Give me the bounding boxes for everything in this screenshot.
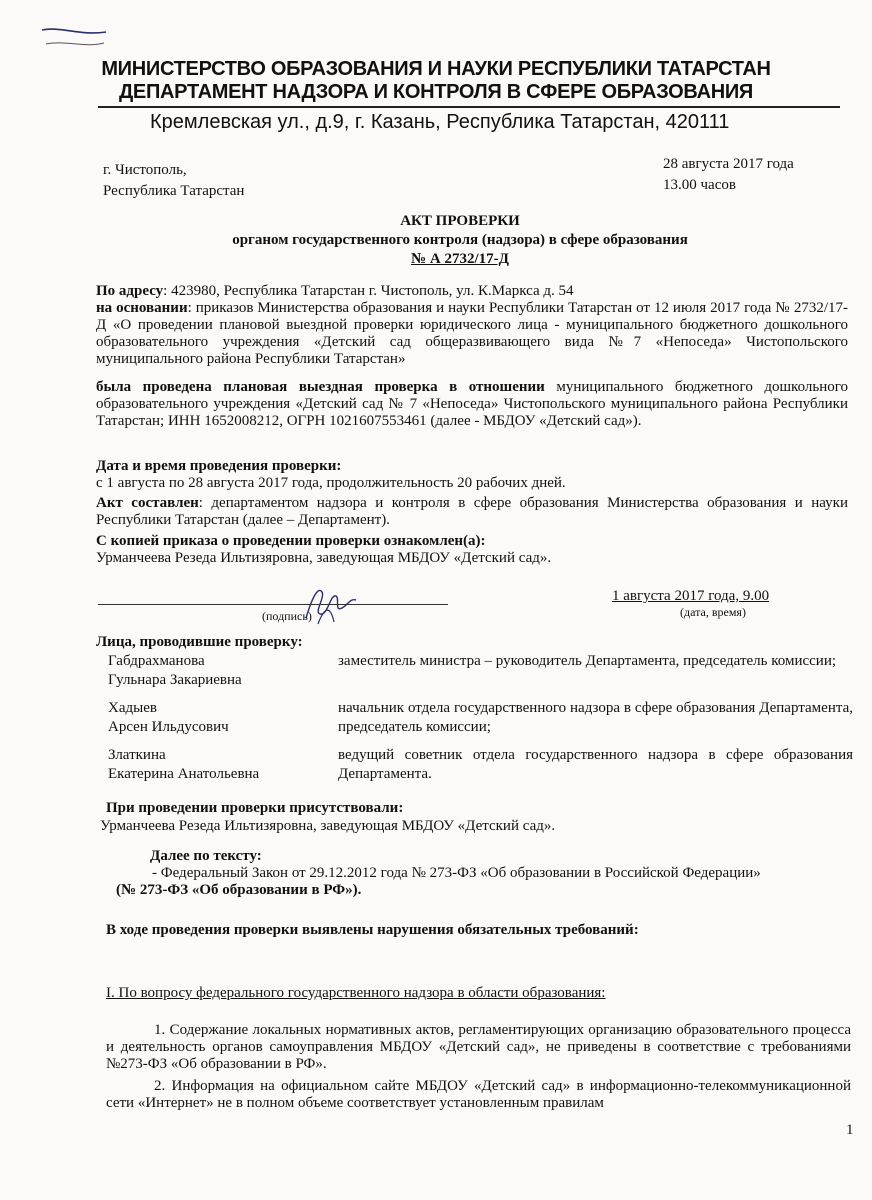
document-title (60, 212, 860, 269)
department-name: ДЕПАРТАМЕНТ НАДЗОРА И КОНТРОЛЯ В СФЕРЕ ОБРАЗОВАНИЯ (118, 81, 754, 103)
person-role: заместитель министра – руководитель Департамента, председатель комиссии; (338, 653, 837, 669)
copy-label: С копией приказа о проведении проверки ознакомлен(а): (96, 533, 486, 549)
dates-label: Дата и время проведения проверки: (96, 458, 342, 474)
signature-label: (подпись) (262, 609, 312, 623)
presence-value: Урманчеева Резеда Ильтизяровна, заведующая МБДОУ «Детский сад». (100, 818, 556, 834)
person-name: Габдрахманова Гульнара Закариевна (108, 653, 242, 688)
violations-heading: В ходе проведения проверки выявлены нарушения обязательных требований: (106, 922, 639, 938)
further-law: - Федеральный Закон от 29.12.2012 года № 273-ФЗ «Об образовании в Российской Федерации» (152, 865, 761, 881)
act-date: 28 августа 2017 года (663, 156, 794, 172)
violation-item-2: 2. Информация на официальном сайте МБДОУ «Детский сад» в информационно-телекоммуникационной сети «Интернет» не в полном объеме соответствует установленным правилам (106, 1078, 851, 1111)
act-time: 13.00 часов (663, 177, 736, 193)
place-region: Республика Татарстан (103, 183, 245, 199)
persons-heading: Лица, проводившие проверку: (96, 634, 303, 650)
person-role: начальник отдела государственного надзора в сфере образования Департамента, председатель комиссии; (338, 700, 853, 735)
basis-value: : приказов Министерства образования и науки Республики Татарстан от 12 июля 2017 года № 2732/17-Д «О проведении плановой выездной проверки юридического лица - муниципального бюджетного дошкольного образовательного учреждения «Детский сад общеразвивающего вида №7 «Непоседа» Чистопольского муниципального района Республики Татарстан» (96, 300, 848, 367)
copy-value: Урманчеева Резеда Ильтизяровна, заведующая МБДОУ «Детский сад». (96, 550, 552, 566)
composed-label: Акт составлен (96, 495, 199, 511)
person-name: Златкина Екатерина Анатольевна (108, 747, 260, 782)
further-law-short: (№ 273-ФЗ «Об образовании в РФ»). (116, 882, 362, 898)
person-role: ведущий советник отдела государственного надзора в сфере образования Департамента. (338, 747, 853, 782)
signature-date-label: (дата, время) (680, 605, 746, 619)
conducted-value: муниципального бюджетного дошкольного образовательного учреждения «Детский сад № 7 «Непоседа» Чистопольского муниципального района Республики Татарстан; ИНН 1652008212, ОГРН 1021607553461 (далее - МБДОУ «Детский сад»). (96, 379, 849, 429)
place-city: г. Чистополь, (103, 162, 187, 178)
person-name: Хадыев Арсен Ильдусович (108, 700, 229, 735)
address-line (96, 283, 848, 300)
section-heading: I. По вопросу федерального государственного надзора в области образования: (106, 985, 606, 1001)
presence-heading: При проведении проверки присутствовали: (106, 800, 404, 816)
composed-paragraph (96, 495, 848, 529)
basis-label: на основании (96, 300, 188, 316)
title-main: АКТ ПРОВЕРКИ (400, 213, 520, 229)
header-rule (98, 106, 840, 108)
basis-paragraph (96, 300, 848, 368)
signature-line (98, 604, 448, 605)
conducted-label: была проведена плановая выездная проверка в отношении (96, 379, 545, 395)
presence-paragraph (106, 800, 846, 817)
act-number: № А 2732/17-Д (411, 251, 509, 267)
ministry-header (60, 58, 812, 104)
ministry-address: Кремлевская ул., д.9, г. Казань, Республика Татарстан, 420111 (150, 111, 730, 133)
ministry-name: МИНИСТЕРСТВО ОБРАЗОВАНИЯ И НАУКИ РЕСПУБЛИКИ ТАТАРСТАН (101, 58, 771, 80)
dates-paragraph (96, 458, 848, 492)
address-value: : 423980, Республика Татарстан г. Чистополь, ул. К.Маркса д. 54 (163, 283, 574, 299)
dates-value: с 1 августа по 28 августа 2017 года, продолжительность 20 рабочих дней. (96, 475, 566, 491)
title-subtitle: органом государственного контроля (надзора) в сфере образования (232, 232, 688, 248)
page-number: 1 (846, 1122, 854, 1138)
conducted-paragraph (96, 379, 848, 430)
copy-paragraph (96, 533, 848, 567)
act-datetime (663, 154, 794, 196)
address-label: По адресу (96, 283, 164, 299)
persons-list (108, 652, 853, 782)
place-block (103, 160, 244, 202)
signature-date: 1 августа 2017 года, 9.00 (612, 588, 770, 604)
further-heading: Далее по тексту: (150, 848, 262, 864)
pen-mark (40, 18, 110, 48)
composed-value: : департаментом надзора и контроля в сфере образования Министерства образования и науки Республики Татарстан (далее – Департамент). (96, 495, 848, 528)
violation-item-1: 1. Содержание локальных нормативных актов, регламентирующих организацию образовательного процесса и деятельность органов самоуправления МБДОУ «Детский сад», не приведены в соответствие с требованиями №273-ФЗ «Об образовании в РФ». (106, 1022, 851, 1072)
